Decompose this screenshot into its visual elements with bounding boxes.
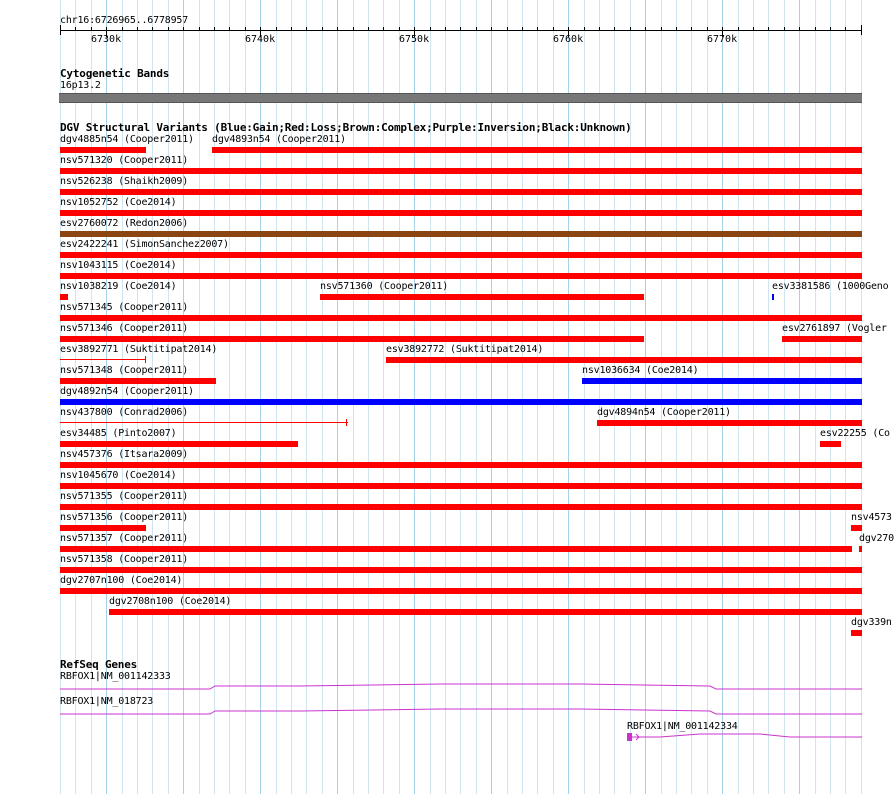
variant-label[interactable]: dgv4892n54 (Cooper2011)	[60, 386, 194, 397]
gene-label[interactable]: RBFOX1|NM_001142334	[627, 721, 738, 732]
variant-label[interactable]: nsv1036634 (Coe2014)	[582, 365, 699, 376]
variant-label[interactable]: dgv4894n54 (Cooper2011)	[597, 407, 731, 418]
variant-label[interactable]: nsv1038219 (Coe2014)	[60, 281, 177, 292]
cytoband-track-title: Cytogenetic Bands	[60, 67, 170, 80]
variant-label[interactable]: nsv457376 (Itsara2009)	[60, 449, 189, 460]
variant-label[interactable]: esv2422241 (SimonSanchez2007)	[60, 239, 229, 250]
variant-label[interactable]: esv34485 (Pinto2007)	[60, 428, 177, 439]
tick-label-6760k: 6760k	[553, 34, 584, 45]
tick-label-6730k: 6730k	[91, 34, 122, 45]
variant-label[interactable]: nsv571348 (Cooper2011)	[60, 365, 189, 376]
gene-label[interactable]: RBFOX1|NM_001142333	[60, 671, 171, 682]
variant-label[interactable]: esv3892772 (Suktitipat2014)	[386, 344, 544, 355]
variant-label[interactable]: dgv2708n100 (Coe2014)	[109, 596, 232, 607]
variant-label[interactable]: dgv2707n100 (Coe2014)	[60, 575, 183, 586]
variant-label[interactable]: esv3892771 (Suktitipat2014)	[60, 344, 218, 355]
variant-label[interactable]: nsv571320 (Cooper2011)	[60, 155, 189, 166]
variant-label[interactable]: nsv571346 (Cooper2011)	[60, 323, 189, 334]
variant-label[interactable]: esv2760072 (Redon2006)	[60, 218, 189, 229]
variant-label[interactable]: dgv4885n54 (Cooper2011)	[60, 134, 194, 145]
cytoband-label: 16p13.2	[60, 80, 101, 91]
variant-label[interactable]: esv22255 (Co	[820, 428, 890, 439]
gene-model-nm-018723	[60, 709, 862, 714]
variant-label[interactable]: nsv437800 (Conrad2006)	[60, 407, 189, 418]
variant-label[interactable]: dgv270	[859, 533, 894, 544]
variant-label[interactable]: nsv571357 (Cooper2011)	[60, 533, 189, 544]
variant-label[interactable]: nsv571355 (Cooper2011)	[60, 491, 189, 502]
refseq-track-title: RefSeq Genes	[60, 658, 138, 671]
variant-label[interactable]: esv3381586 (1000Geno	[772, 281, 889, 292]
variant-label[interactable]: nsv571345 (Cooper2011)	[60, 302, 189, 313]
variant-label[interactable]: nsv4573	[851, 512, 892, 523]
tick-label-6740k: 6740k	[245, 34, 276, 45]
gene-model-nm-001142334	[632, 734, 862, 737]
variant-label[interactable]: nsv571358 (Cooper2011)	[60, 554, 189, 565]
variant-label[interactable]: dgv4893n54 (Cooper2011)	[212, 134, 346, 145]
variant-label[interactable]: nsv571360 (Cooper2011)	[320, 281, 449, 292]
variant-label[interactable]: nsv1052752 (Coe2014)	[60, 197, 177, 208]
tick-label-6750k: 6750k	[399, 34, 430, 45]
dgv-track-title: DGV Structural Variants (Blue:Gain;Red:Loss;Brown:Complex;Purple:Inversion;Black:Unknown)	[60, 121, 632, 134]
gene-label[interactable]: RBFOX1|NM_018723	[60, 696, 154, 707]
variant-label[interactable]: nsv526238 (Shaikh2009)	[60, 176, 189, 187]
tick-label-6770k: 6770k	[707, 34, 738, 45]
variant-label[interactable]: nsv571356 (Cooper2011)	[60, 512, 189, 523]
region-label: chr16:6726965..6778957	[60, 15, 189, 26]
variant-label[interactable]: dgv339n	[851, 617, 892, 628]
variant-label[interactable]: esv2761897 (Vogler	[782, 323, 887, 334]
variant-label[interactable]: nsv1045670 (Coe2014)	[60, 470, 177, 481]
gene-exon-nm-001142334	[627, 733, 632, 741]
gene-model-nm-001142333	[60, 684, 862, 689]
variant-label[interactable]: nsv1043115 (Coe2014)	[60, 260, 177, 271]
